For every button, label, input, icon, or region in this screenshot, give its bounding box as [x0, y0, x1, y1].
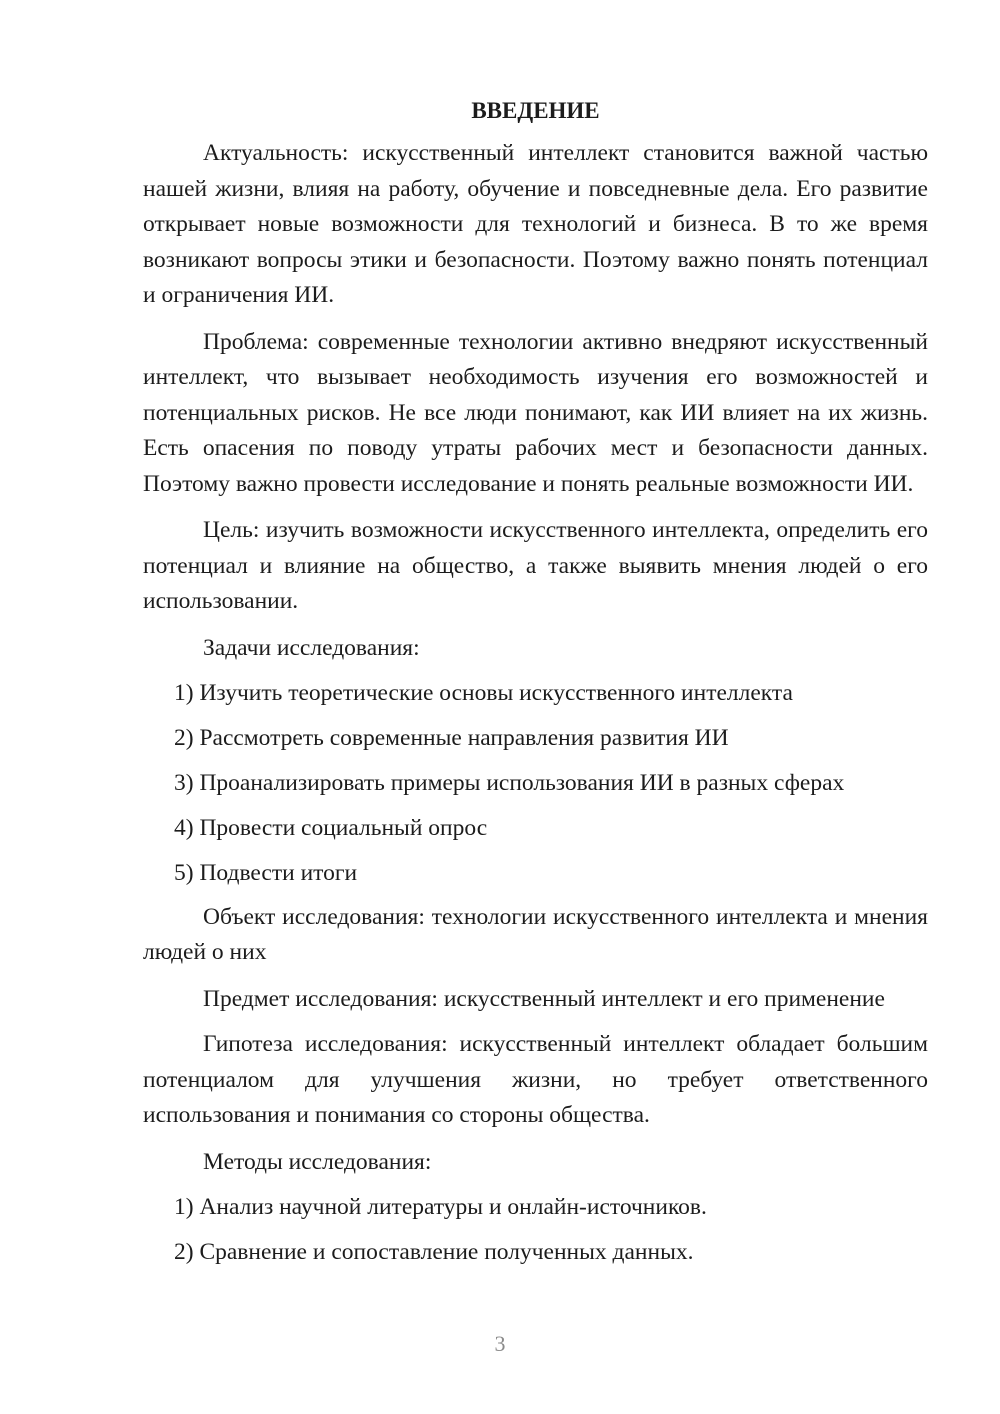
list-item: 2) Рассмотреть современные направления развития ИИ [174, 725, 729, 751]
methods-list [143, 1190, 928, 1271]
list-item: 4) Провести социальный опрос [174, 815, 488, 841]
list-item: 2) Сравнение и сопоставление полученных данных. [174, 1239, 694, 1265]
problem-paragraph: Проблема: современные технологии активно внедряют искусственный интеллект, что вызывает необходимость изучения его возможностей и потенциальных рисков. Не все люди понимают, как ИИ влияет на их жизнь. Есть опасения по поводу утраты рабочих мест и безопасности данных. Поэтому важно провести исследование и понять реальные возможности ИИ. [143, 328, 928, 497]
hypothesis-paragraph: Гипотеза исследования: искусственный интеллект обладает большим потенциалом для улучшения жизни, но требует ответственного использования и понимания со стороны общества. [143, 1031, 928, 1128]
object-paragraph: Объект исследования: технологии искусственного интеллекта и мнения людей о них [143, 903, 928, 965]
tasks-list [143, 676, 928, 892]
goal-paragraph: Цель: изучить возможности искусственного интеллекта, определить его потенциал и влияние на общество, а также выявить мнения людей о его использовании. [143, 517, 928, 614]
methods-heading: Методы исследования: [203, 1148, 432, 1175]
subject-paragraph: Предмет исследования: искусственный интеллект и его применение [203, 985, 885, 1012]
page-number: 3 [494, 1331, 506, 1356]
document-page [143, 92, 928, 1280]
list-item: 1) Анализ научной литературы и онлайн-источников. [174, 1194, 707, 1220]
section-title: ВВЕДЕНИЕ [471, 98, 600, 123]
list-item: 5) Подвести итоги [174, 860, 358, 886]
list-item: 1) Изучить теоретические основы искусственного интеллекта [174, 680, 793, 706]
list-item: 3) Проанализировать примеры использования ИИ в разных сферах [174, 770, 845, 796]
relevance-paragraph: Актуальность: искусственный интеллект становится важной частью нашей жизни, влияя на работу, обучение и повседневные дела. Его развитие открывает новые возможности для технологий и бизнеса. В то же время возникают вопросы этики и безопасности. Поэтому важно понять потенциал и ограничения ИИ. [143, 140, 928, 308]
tasks-heading: Задачи исследования: [203, 634, 420, 661]
